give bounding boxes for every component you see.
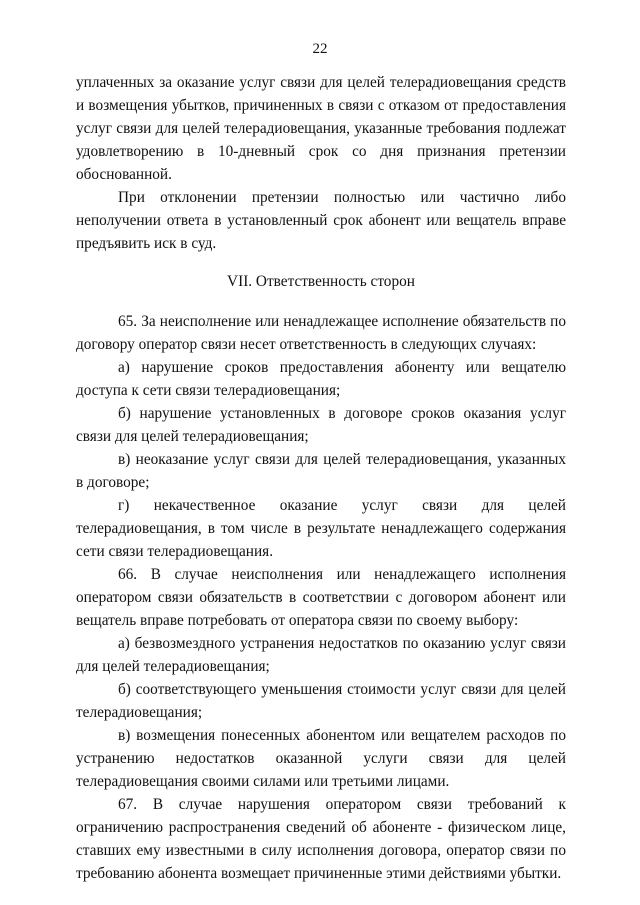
- document-body: [76, 71, 566, 885]
- clause-65: 65. За неисполнение или ненадлежащее исполнение обязательств по договору оператор связи несет ответственность в следующих случаях:: [76, 313, 566, 353]
- clause-65-a: а) нарушение сроков предоставления абоненту или вещателю доступа к сети связи телерадиовещания;: [76, 359, 566, 399]
- clause-65-v: в) неоказание услуг связи для целей телерадиовещания, указанных в договоре;: [76, 451, 566, 491]
- clause-66-v: в) возмещения понесенных абонентом или вещателем расходов по устранению недостатков оказанной услуги связи для целей телерадиовещания своими силами или третьими лицами.: [76, 727, 566, 790]
- page-number: 22: [312, 41, 328, 57]
- clause-66-b: б) соответствующего уменьшения стоимости услуг связи для целей телерадиовещания;: [76, 681, 566, 721]
- clause-66-a: а) безвозмездного устранения недостатков по оказанию услуг связи для целей телерадиовещания;: [76, 635, 566, 675]
- paragraph-claim-rejection: При отклонении претензии полностью или частично либо неполучении ответа в установленный срок абонент или вещатель вправе предъявить иск в суд.: [76, 189, 566, 252]
- clause-65-b: б) нарушение установленных в договоре сроков оказания услуг связи для целей телерадиовещания;: [76, 405, 566, 445]
- clause-67: 67. В случае нарушения оператором связи требований к ограничению распространения сведений об абоненте - физическом лице, ставших ему известными в силу исполнения договора, оператор связи по требованию абонента возмещает причиненные этими действиями убытки.: [76, 796, 566, 882]
- section-heading: VII. Ответственность сторон: [227, 273, 415, 290]
- clause-66: 66. В случае неисполнения или ненадлежащего исполнения оператором связи обязательств в соответствии с договором абонент или вещатель вправе потребовать от оператора связи по своему выбору:: [76, 566, 566, 629]
- paragraph-continuation: уплаченных за оказание услуг связи для целей телерадиовещания средств и возмещения убытков, причиненных в связи с отказом от предоставления услуг связи для целей телерадиовещания, указанные требования подлежат удовлетворению в 10-дневный срок со дня признания претензии обоснованной.: [76, 74, 566, 183]
- clause-65-g: г) некачественное оказание услуг связи для целей телерадиовещания, в том числе в результате ненадлежащего содержания сети связи телерадиовещания.: [76, 497, 566, 560]
